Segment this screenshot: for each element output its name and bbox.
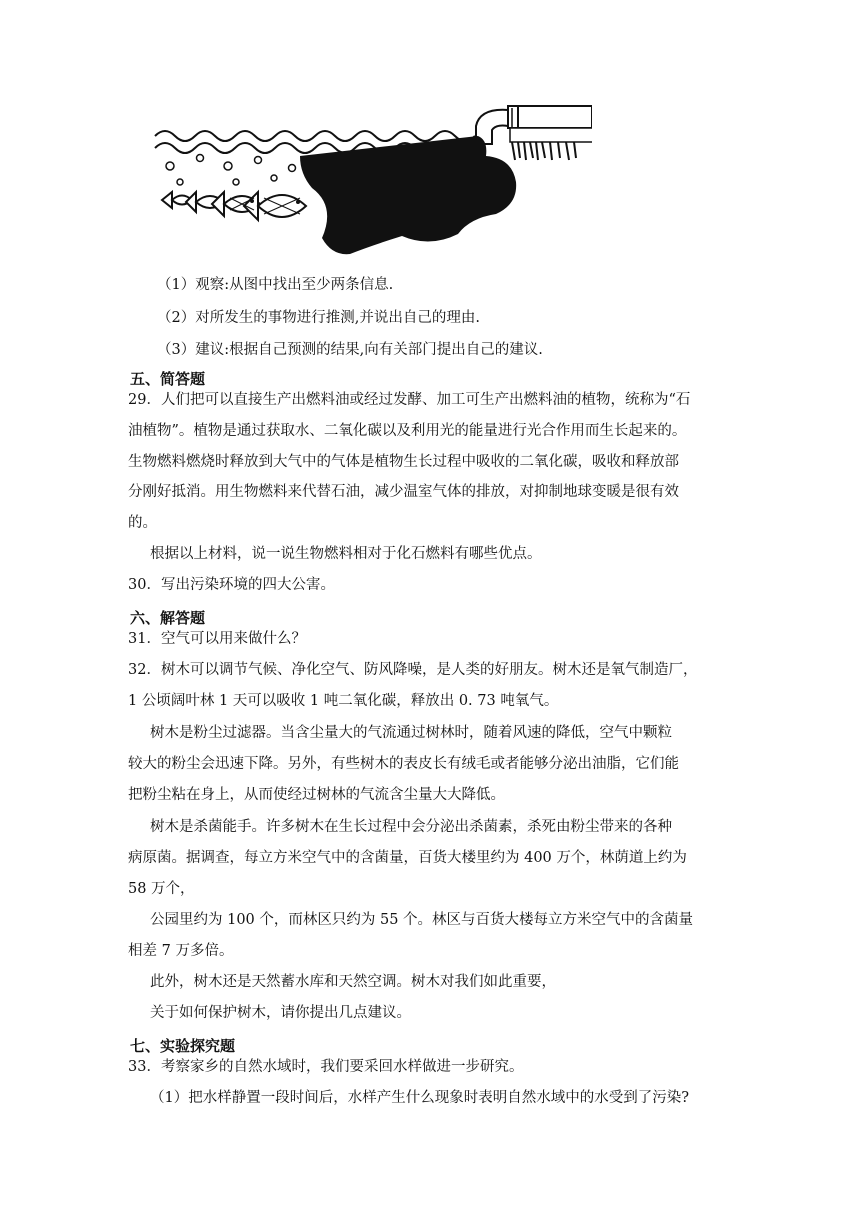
paragraph-line: 公园里约为 100 个，而林区只约为 55 个。林区与百货大楼每立方米空气中的含菌量 — [150, 912, 694, 928]
paragraph-line: 较大的粉尘会迅速下降。另外，有些树木的表皮长有绒毛或者能够分泌出油脂，它们能 — [128, 756, 679, 772]
question-30: 30．写出污染环境的四大公害。 — [128, 577, 335, 593]
question-31: 31．空气可以用来做什么？ — [128, 631, 306, 647]
question-33-sub1: （1）把水样静置一段时间后，水样产生什么现象时表明自然水域中的水受到了污染? — [150, 1090, 689, 1106]
paragraph-line: 树木是杀菌能手。许多树木在生长过程中会分泌出杀菌素，杀死由粉尘带来的各种 — [150, 819, 672, 835]
paragraph-line: 相差 7 万多倍。 — [128, 943, 234, 959]
question-suggest: （3）建议:根据自己预测的结果,向有关部门提出自己的建议. — [157, 342, 543, 358]
paragraph-line: 29．人们把可以直接生产出燃料油或经过发酵、加工可生产出燃料油的植物，统称为“石 — [128, 392, 691, 408]
paragraph-line: 树木是粉尘过滤器。当含尘量大的气流通过树林时，随着风速的降低，空气中颗粒 — [150, 725, 672, 741]
paragraph-line: 1 公顷阔叶林 1 天可以吸收 1 吨二氧化碳，释放出 0. 73 吨氧气。 — [128, 693, 559, 709]
paragraph-line: 此外，树木还是天然蓄水库和天然空调。树木对我们如此重要， — [150, 974, 556, 990]
paragraph-line: 关于如何保护树木，请你提出几点建议。 — [150, 1005, 411, 1021]
paragraph-line: 的。 — [128, 515, 157, 531]
paragraph-line: 58 万个， — [128, 881, 195, 897]
question-predict: （2）对所发生的事物进行推测,并说出自己的理由. — [157, 310, 480, 326]
question-observe: （1）观察:从图中找出至少两条信息. — [157, 277, 394, 293]
paragraph-line: 病原菌。据调查，每立方米空气中的含菌量，百货大楼里约为 400 万个，林荫道上约为 — [128, 850, 687, 866]
question-33: 33．考察家乡的自然水域时，我们要采回水样做进一步研究。 — [128, 1059, 524, 1075]
paragraph-line: 把粉尘粘在身上，从而使经过树林的气流含尘量大大降低。 — [128, 787, 505, 803]
section-heading-solve: 六、解答题 — [130, 609, 206, 627]
paragraph-line: 32．树木可以调节气候、净化空气、防风降噪，是人类的好朋友。树木还是氧气制造厂， — [128, 662, 698, 678]
section-heading-short-answer: 五、简答题 — [130, 370, 206, 388]
paragraph-line: 生物燃料燃烧时释放到大气中的气体是植物生长过程中吸收的二氧化碳，吸收和释放部 — [128, 454, 679, 470]
paragraph-line: 分刚好抵消。用生物燃料来代替石油，减少温室气体的排放，对抑制地球变暖是很有效 — [128, 484, 679, 500]
question-prompt: 根据以上材料，说一说生物燃料相对于化石燃料有哪些优点。 — [150, 546, 542, 562]
polluted-water-with-fish-drawing-icon — [140, 96, 592, 264]
paragraph-line: 油植物”。植物是通过获取水、二氧化碳以及利用光的能量进行光合作用而生长起来的。 — [128, 423, 687, 439]
section-heading-experiment: 七、实验探究题 — [130, 1037, 236, 1055]
